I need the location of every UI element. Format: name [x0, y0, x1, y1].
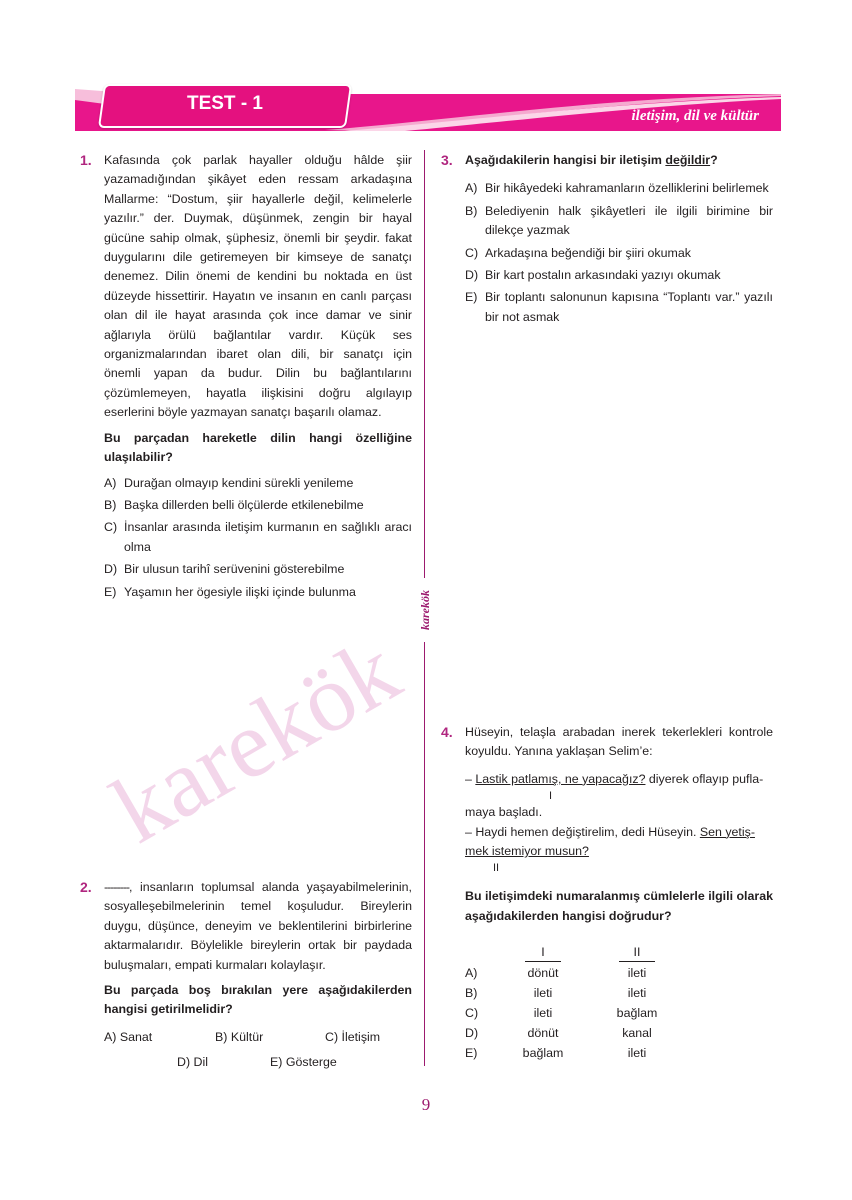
option-key: A)	[465, 966, 478, 981]
question-number: 4.	[441, 724, 453, 740]
option-col-ii: ileti	[627, 1046, 647, 1061]
answer-options-row-2	[104, 1053, 412, 1072]
dialogue-text: diyerek oflayıp pufla-	[645, 771, 764, 786]
option-text: Arkadaşına beğendiği bir şiiri okumak	[485, 245, 691, 260]
answer-option-c[interactable]	[325, 1028, 380, 1047]
answer-table	[465, 942, 677, 1063]
option-key: E)	[270, 1055, 283, 1070]
answer-option-d[interactable]	[177, 1053, 270, 1072]
question-number: 1.	[80, 152, 92, 168]
option-key: D)	[465, 1026, 479, 1041]
test-title: TEST - 1	[186, 93, 263, 114]
answer-row-d[interactable]	[465, 1023, 677, 1043]
watermark-text: karekök	[95, 615, 417, 864]
option-key: A)	[465, 181, 478, 196]
dialogue-line-2-cont	[465, 842, 773, 861]
side-brand-label: karekök	[418, 590, 432, 630]
column-header-ii: II	[619, 943, 655, 962]
subject-title: iletişim, dil ve kültür	[631, 108, 759, 124]
option-text: İnsanlar arasında iletişim kurmanın en sağlıklı aracı olma	[124, 520, 412, 554]
dialogue-line-1-cont: maya başladı.	[465, 805, 543, 820]
question-passage: Kafasında çok parlak hayaller olduğu hâlde şiir yazamadığından şikâyet eden ressam arkadaşına Mallarme: “Dostum, şiir hayallerle değil, kelimelerle yazılır.” der. Duymak, düşünmek, zengin bir hayal gücüne sahip olmak, şüphesiz, önemli bir şeydir. fakat duygularını dile getiremeyen bir kimseye de sanatçı denemez. Dilin önemi de kendini bu noktada en üst düzeyde hissettirir. Hayatın ve insanın en canlı parçası olan dil ile hayat arasında çok ince damar ve sinir ağlarıyla örülü bağlantılar vardır. Küçük ses organizmalarından ibaret olan dili, bir sanatçı için önemli yapan da budur. Dilin bu bağlantılarını çözümlemeyen, hayatla ilişkisini doğru algılayıp eserlerini böyle yazmayan sanatçı başarılı olamaz.	[104, 153, 412, 420]
answer-option-d[interactable]	[465, 266, 773, 285]
answer-option-b[interactable]	[104, 496, 412, 515]
question-stem	[465, 151, 773, 170]
numbered-sentence-2: Sen yetiş-	[699, 824, 755, 839]
answer-option-b[interactable]	[215, 1028, 325, 1047]
option-col-i: ileti	[533, 986, 553, 1001]
answer-options	[465, 179, 773, 327]
option-col-ii: ileti	[627, 966, 647, 981]
answer-option-a[interactable]	[104, 1028, 215, 1047]
option-text: Sanat	[119, 1029, 153, 1044]
option-text: Durağan olmayıp kendini sürekli yenileme	[124, 475, 354, 490]
numbered-sentence-1: Lastik patlamış, ne yapacağız?	[475, 771, 646, 786]
question-stem: Bu parçada boş bırakılan yere aşağıdakilerden hangisi getirilmelidir?	[104, 983, 412, 1017]
column-header-i: I	[525, 943, 561, 962]
option-text: Dil	[193, 1055, 208, 1070]
option-key: C)	[465, 245, 479, 260]
question-passage	[104, 878, 412, 975]
option-key: E)	[465, 290, 478, 305]
answer-row-b[interactable]	[465, 983, 677, 1003]
marker-ii: II	[493, 862, 500, 875]
question-4	[441, 723, 773, 1063]
answer-option-e[interactable]	[270, 1053, 337, 1072]
option-text: Bir ulusun tarihî serüvenini gösterebilme	[124, 562, 345, 577]
option-text: Bir hikâyedeki kahramanların özelliklerini belirlemek	[485, 181, 769, 196]
answer-options-row-1	[104, 1028, 412, 1047]
answer-option-a[interactable]	[465, 179, 773, 198]
answer-row-a[interactable]	[465, 963, 677, 983]
option-col-i: ileti	[533, 1006, 553, 1021]
dialogue	[465, 770, 773, 876]
answer-option-b[interactable]	[465, 202, 773, 241]
marker-i: I	[549, 790, 553, 803]
option-col-i: dönüt	[527, 966, 559, 981]
option-key: A)	[104, 475, 117, 490]
dialogue-text: – Haydi hemen değiştirelim, dedi Hüseyin.	[465, 824, 700, 839]
option-key: B)	[215, 1029, 228, 1044]
question-stem: Bu parçadan hareketle dilin hangi özelliğine ulaşılabilir?	[104, 430, 412, 465]
question-3	[441, 151, 773, 330]
numbered-sentence-2: mek istemiyor musun?	[465, 844, 589, 859]
question-1	[80, 151, 412, 605]
option-key: B)	[465, 203, 478, 218]
option-key: D)	[177, 1055, 191, 1070]
option-text: Bir kart postalın arkasındaki yazıyı okumak	[485, 268, 721, 283]
option-text: Kültür	[230, 1029, 264, 1044]
option-text: Başka dillerden belli ölçülerde etkilenebilme	[124, 497, 364, 512]
option-col-i: dönüt	[527, 1026, 559, 1041]
stem-emphasis: değildir	[665, 153, 711, 167]
answer-row-e[interactable]	[465, 1043, 677, 1063]
option-key: A)	[104, 1029, 117, 1044]
column-divider	[424, 150, 425, 578]
answer-options	[104, 1028, 412, 1073]
option-col-i: bağlam	[522, 1046, 564, 1061]
option-text: Yaşamın her ögesiyle ilişki içinde bulunma	[124, 584, 356, 599]
option-col-ii: ileti	[627, 986, 647, 1001]
question-intro: Hüseyin, telaşla arabadan inerek tekerlekleri kontrole koyuldu. Yanına yaklaşan Selim’e:	[465, 725, 773, 759]
dash: –	[465, 771, 476, 786]
option-key: B)	[104, 497, 117, 512]
blank-placeholder: --------	[104, 880, 130, 894]
dialogue-line-1	[465, 770, 773, 789]
option-key: C)	[465, 1006, 479, 1021]
column-divider	[424, 642, 425, 1066]
option-key: E)	[104, 584, 117, 599]
answer-option-e[interactable]	[104, 583, 412, 602]
option-text: Belediyenin halk şikâyetleri ile ilgili birimine bir dilekçe yazmak	[485, 203, 773, 238]
question-stem: Bu iletişimdeki numaralanmış cümlelerle ilgili olarak aşağıdakilerden hangisi doğrudur?	[465, 889, 773, 923]
answer-option-c[interactable]	[104, 518, 412, 557]
answer-table-header	[465, 942, 677, 963]
option-key: C)	[104, 520, 118, 535]
question-2	[80, 878, 412, 1073]
question-number: 2.	[80, 879, 92, 895]
dialogue-line-2	[465, 823, 773, 842]
page-header	[75, 84, 781, 131]
answer-row-c[interactable]	[465, 1003, 677, 1023]
stem-text: Aşağıdakilerin hangisi bir iletişim	[465, 153, 666, 167]
option-key: E)	[465, 1046, 478, 1061]
option-text: Gösterge	[285, 1055, 337, 1070]
page-number: 9	[421, 1095, 431, 1114]
answer-option-d[interactable]	[104, 560, 412, 579]
answer-option-a[interactable]	[104, 474, 412, 493]
option-col-ii: bağlam	[616, 1006, 658, 1021]
answer-option-e[interactable]	[465, 288, 773, 327]
option-key: B)	[465, 986, 478, 1001]
answer-options	[104, 474, 412, 602]
option-key: C)	[325, 1029, 339, 1044]
watermark	[95, 615, 417, 864]
answer-option-c[interactable]	[465, 244, 773, 263]
option-col-ii: kanal	[622, 1026, 652, 1041]
passage-text: , insanların toplumsal alanda yaşayabilmelerinin, sosyalleşebilmelerinin temel koşuludur. Bireylerin duygu, düşünce, deneyim ve beklentilerini birbirlerine aktarmalarıdır. Böylelikle bireylerin ortak bir paydada buluşmaları, empati kurmaları kolaylaşır.	[104, 880, 412, 972]
option-text: İletişim	[341, 1029, 381, 1044]
option-key: D)	[465, 268, 479, 283]
option-key: D)	[104, 562, 118, 577]
stem-text: ?	[710, 153, 718, 167]
option-text: Bir toplantı salonunun kapısına “Toplantı var.” yazılı bir not asmak	[485, 290, 773, 324]
question-number: 3.	[441, 152, 453, 168]
